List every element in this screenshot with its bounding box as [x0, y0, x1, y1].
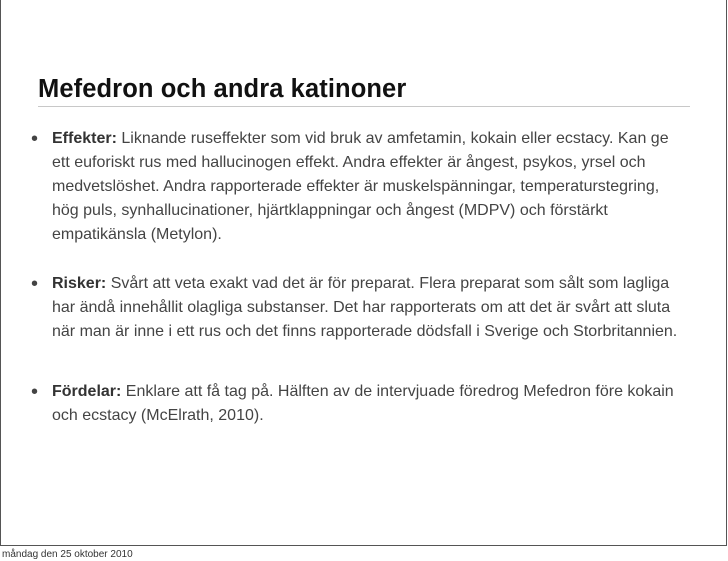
bullet-list: [31, 127, 686, 453]
bullet-dot-icon: •: [31, 381, 39, 403]
slide-title: Mefedron och andra katinoner: [38, 75, 407, 104]
bullet-effekter: [31, 127, 686, 247]
bullet-risker: [31, 272, 686, 344]
bullet-dot-icon: •: [31, 128, 39, 150]
bullet-text: Enklare att få tag på. Hälften av de intervjuade föredrog Mefedron före kokain och ecstacy (McElrath, 2010).: [52, 383, 674, 424]
bullet-label: Risker:: [52, 275, 111, 292]
bullet-text: Svårt att veta exakt vad det är för preparat. Flera preparat som sålt som lagliga har ändå innehållit olagliga substanser. Det har rapporterats om att det är svårt att sluta när man är inne i ett rus och det finns rapporterade dödsfall i Sverige och Storbritannien.: [52, 275, 678, 340]
bullet-fordelar: [31, 380, 686, 428]
bullet-dot-icon: •: [31, 273, 39, 295]
title-divider: [38, 106, 690, 107]
bullet-text: Liknande ruseffekter som vid bruk av amfetamin, kokain eller ecstacy. Kan ge ett euforiskt rus med hallucinogen effekt. Andra effekter är ångest, psykos, yrsel och medvetslöshet. Andra rapporterade effekter är muskelspänningar, temperaturstegring, hög puls, synhallucinationer, hjärtklappningar och ångest (MDPV) och förstärkt empatikänsla (Metylon).: [52, 130, 669, 243]
footer-date: måndag den 25 oktober 2010: [2, 549, 133, 560]
bullet-label: Effekter:: [52, 130, 122, 147]
bullet-label: Fördelar:: [52, 383, 126, 400]
